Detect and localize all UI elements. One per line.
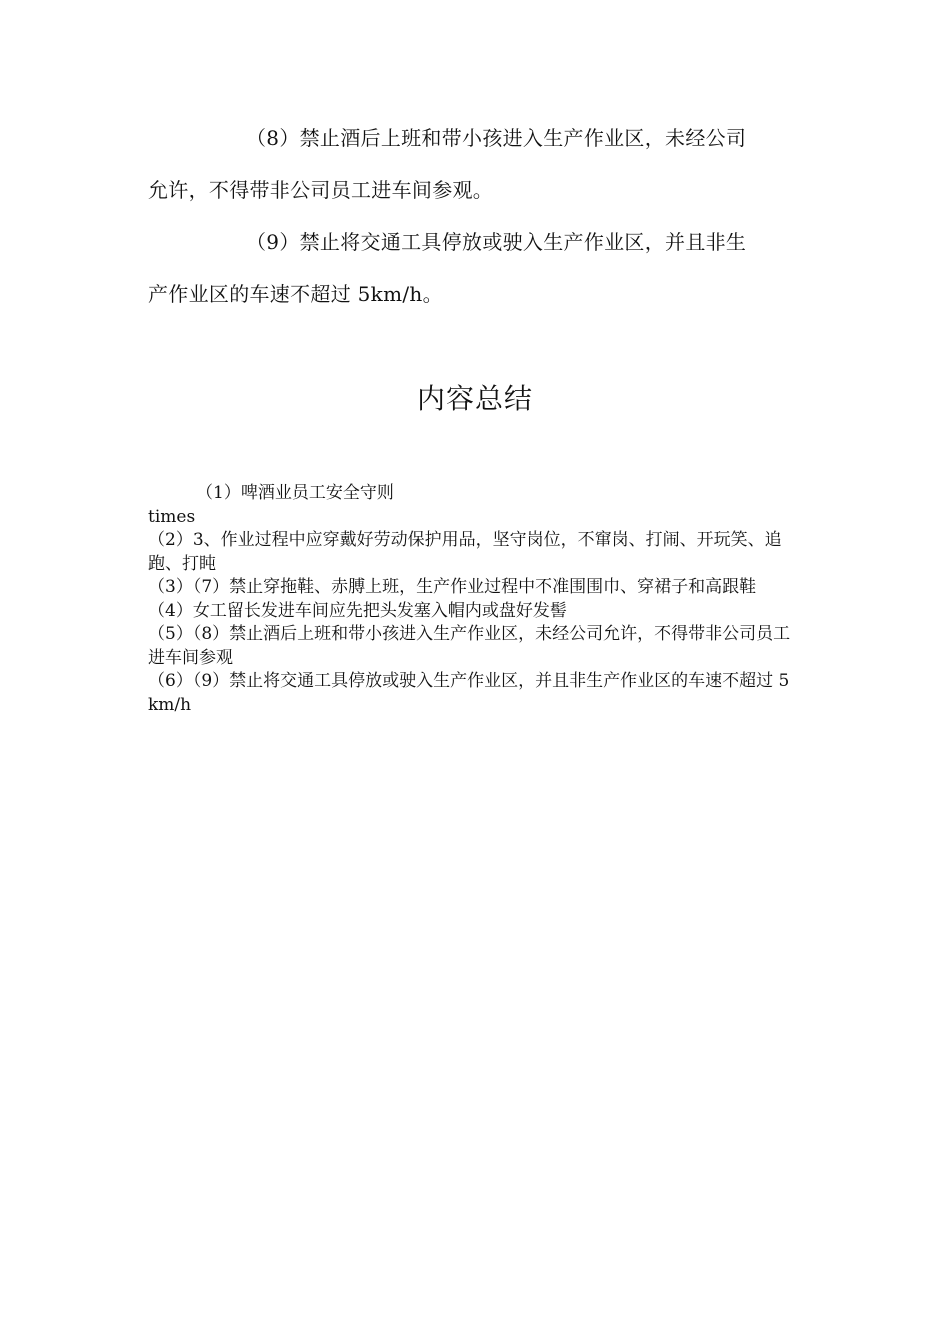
summary-item: （5）（8）禁止酒后上班和带小孩进入生产作业区，未经公司允许，不得带非公司员工进车间参观 (148, 624, 791, 668)
rule-9-line-2: 产作业区的车速不超过 5km/h。 (148, 282, 443, 306)
summary-list (148, 482, 798, 717)
rule-9-line-1: （9）禁止将交通工具停放或驶入生产作业区，并且非生 (246, 230, 747, 254)
summary-item: （4）女工留长发进车间应先把头发塞入帽内或盘好发髻 (148, 600, 567, 621)
summary-item: （1）啤酒业员工安全守则 (196, 483, 394, 503)
summary-item: （2）3、作业过程中应穿戴好劳动保护用品，坚守岗位，不窜岗、打闹、开玩笑、追跑、打盹 (148, 530, 782, 574)
rule-8-line-1: （8）禁止酒后上班和带小孩进入生产作业区，未经公司 (246, 126, 747, 150)
summary-item: （6）（9）禁止将交通工具停放或驶入生产作业区，并且非生产作业区的车速不超过 5km/h (148, 671, 790, 715)
rule-8-line-2: 允许，不得带非公司员工进车间参观。 (148, 178, 494, 202)
summary-item: （3）（7）禁止穿拖鞋、赤膊上班，生产作业过程中不准围围巾、穿裙子和高跟鞋 (148, 577, 757, 597)
summary-title: 内容总结 (416, 382, 533, 415)
summary-item: times (148, 506, 196, 527)
